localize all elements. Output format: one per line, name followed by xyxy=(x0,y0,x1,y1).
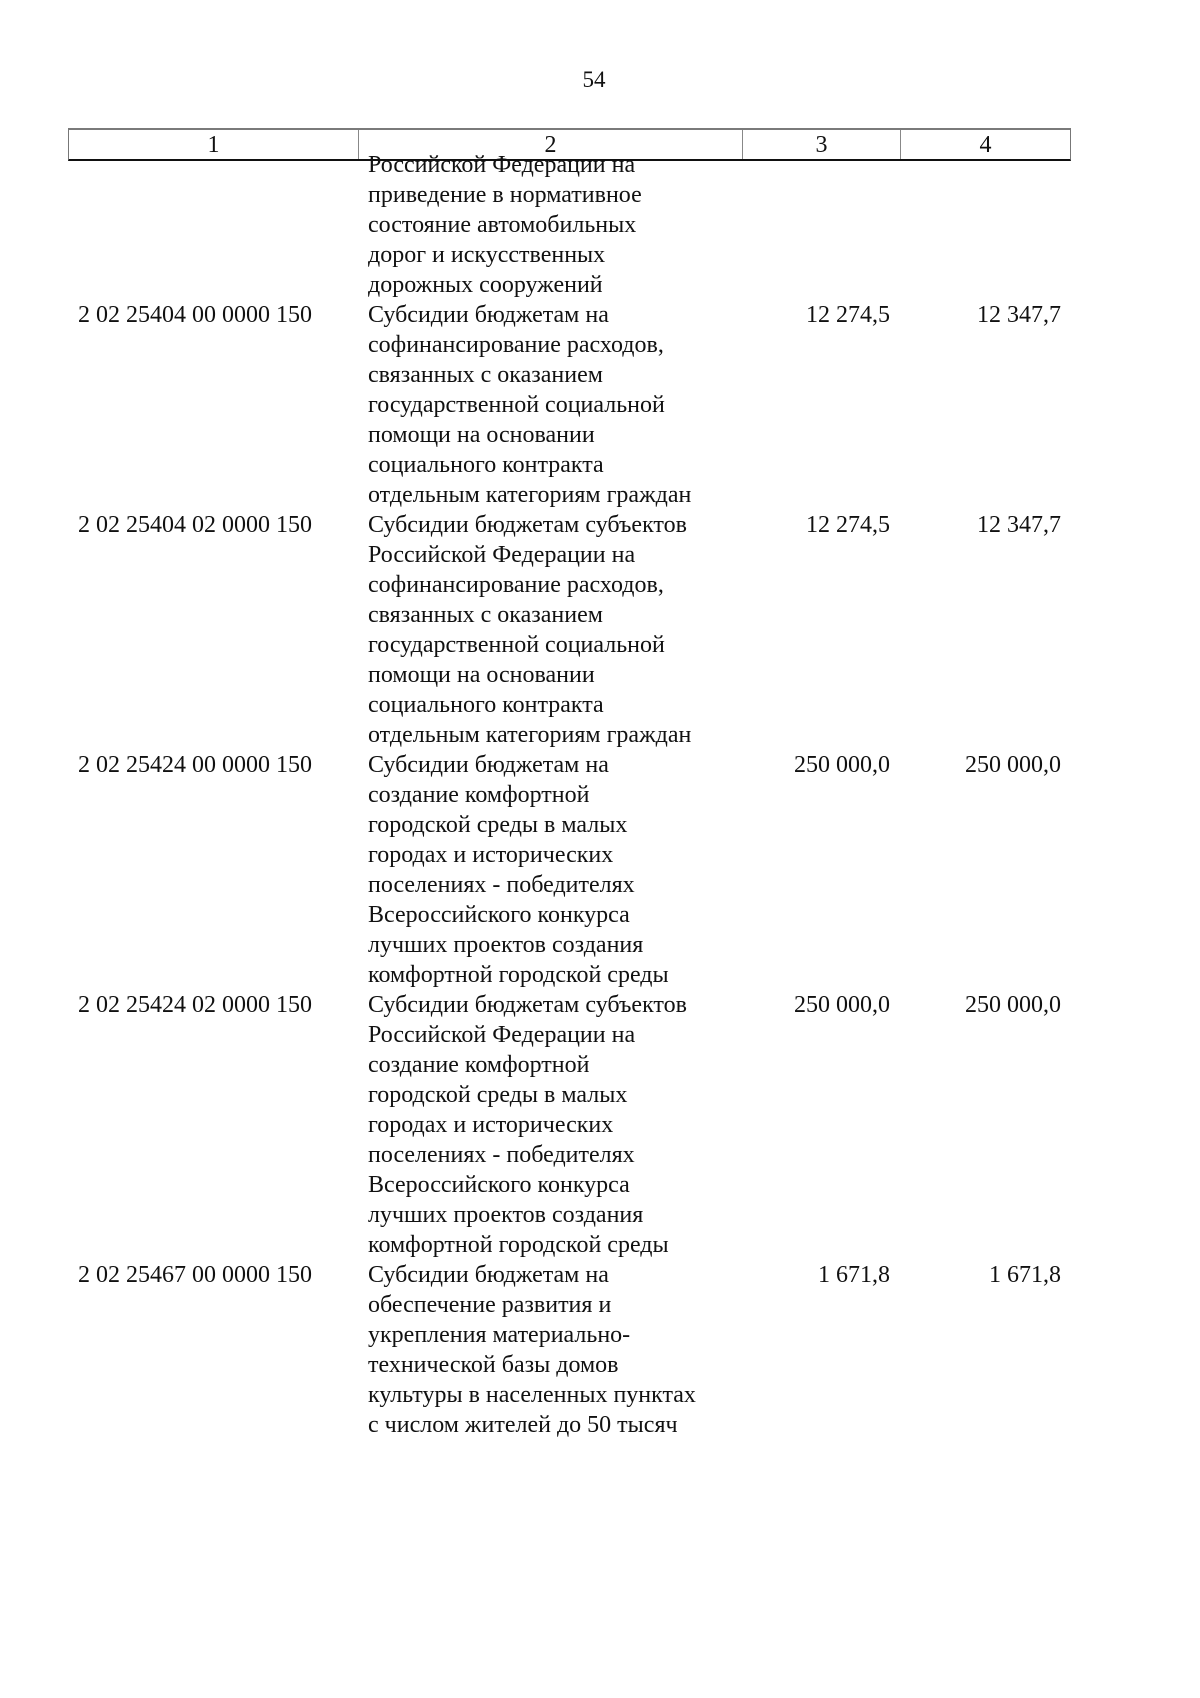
description-line: городах и исторических xyxy=(368,1112,614,1138)
income-description xyxy=(358,750,742,990)
description-line: Российской Федерации на xyxy=(368,152,636,178)
income-description xyxy=(358,300,742,510)
description-line: поселениях - победителях xyxy=(368,1142,635,1168)
description-line: укрепления материально- xyxy=(368,1322,631,1348)
budget-code: 2 02 25404 02 0000 150 xyxy=(78,512,312,538)
description-line: помощи на основании xyxy=(368,662,595,688)
amount-col-4 xyxy=(900,150,1071,300)
description-line: связанных с оказанием xyxy=(368,602,603,628)
table-row xyxy=(68,150,1071,300)
description-line: городах и исторических xyxy=(368,842,614,868)
description-line: технической базы домов xyxy=(368,1352,619,1378)
description-line: Субсидии бюджетам субъектов xyxy=(368,512,687,538)
description-line: дорог и искусственных xyxy=(368,242,606,268)
description-line: связанных с оказанием xyxy=(368,362,603,388)
column-header-3: 3 xyxy=(743,130,901,159)
table-row xyxy=(68,750,1071,990)
amount-col-3: 12 274,5 xyxy=(806,302,890,328)
budget-code xyxy=(68,150,358,300)
description-line: отдельным категориям граждан xyxy=(368,722,692,748)
amount-col-4: 1 671,8 xyxy=(989,1262,1061,1288)
budget-code: 2 02 25424 02 0000 150 xyxy=(78,992,312,1018)
amount-col-3 xyxy=(742,150,900,300)
description-line: государственной социальной xyxy=(368,632,665,658)
description-line: создание комфортной xyxy=(368,782,590,808)
description-line: Всероссийского конкурса xyxy=(368,902,630,928)
description-line: государственной социальной xyxy=(368,392,665,418)
budget-code: 2 02 25424 00 0000 150 xyxy=(78,752,312,778)
column-header-1: 1 xyxy=(69,130,359,159)
amount-col-4: 12 347,7 xyxy=(977,512,1061,538)
description-line: создание комфортной xyxy=(368,1052,590,1078)
amount-col-3: 1 671,8 xyxy=(818,1262,890,1288)
description-line: обеспечение развития и xyxy=(368,1292,612,1318)
column-header-4: 4 xyxy=(979,132,992,158)
income-description xyxy=(358,510,742,750)
description-line: культуры в населенных пунктах xyxy=(368,1382,696,1408)
description-line: с числом жителей до 50 тысяч xyxy=(368,1412,678,1438)
description-line: Субсидии бюджетам на xyxy=(368,1262,609,1288)
description-line: городской среды в малых xyxy=(368,1082,628,1108)
table-row xyxy=(68,300,1071,510)
description-line: отдельным категориям граждан xyxy=(368,482,692,508)
page-number: 54 xyxy=(582,67,606,92)
table-body xyxy=(68,150,1071,1440)
income-description xyxy=(358,150,742,300)
description-line: лучших проектов создания xyxy=(368,1202,644,1228)
description-line: Российской Федерации на xyxy=(368,1022,636,1048)
description-line: Российской Федерации на xyxy=(368,542,636,568)
budget-code: 2 02 25404 00 0000 150 xyxy=(78,302,312,328)
description-line: дорожных сооружений xyxy=(368,272,603,298)
description-line: приведение в нормативное xyxy=(368,182,642,208)
description-line: социального контракта xyxy=(368,452,604,478)
table-row xyxy=(68,510,1071,750)
amount-col-4: 250 000,0 xyxy=(965,992,1061,1018)
amount-col-4: 250 000,0 xyxy=(965,752,1061,778)
income-description xyxy=(358,1260,742,1440)
description-line: городской среды в малых xyxy=(368,812,628,838)
description-line: комфортной городской среды xyxy=(368,1232,669,1258)
income-description xyxy=(358,990,742,1260)
table-row xyxy=(68,1260,1071,1440)
description-line: софинансирование расходов, xyxy=(368,572,664,598)
amount-col-3: 12 274,5 xyxy=(806,512,890,538)
amount-col-3: 250 000,0 xyxy=(794,752,890,778)
description-line: лучших проектов создания xyxy=(368,932,644,958)
description-line: Субсидии бюджетам на xyxy=(368,752,609,778)
description-line: Субсидии бюджетам на xyxy=(368,302,609,328)
table-row xyxy=(68,990,1071,1260)
description-line: поселениях - победителях xyxy=(368,872,635,898)
description-line: софинансирование расходов, xyxy=(368,332,664,358)
description-line: Субсидии бюджетам субъектов xyxy=(368,992,687,1018)
description-line: помощи на основании xyxy=(368,422,595,448)
amount-col-3: 250 000,0 xyxy=(794,992,890,1018)
description-line: Всероссийского конкурса xyxy=(368,1172,630,1198)
description-line: комфортной городской среды xyxy=(368,962,669,988)
amount-col-4: 12 347,7 xyxy=(977,302,1061,328)
budget-code: 2 02 25467 00 0000 150 xyxy=(78,1262,312,1288)
description-line: социального контракта xyxy=(368,692,604,718)
column-header-2: 2 xyxy=(359,130,743,159)
description-line: состояние автомобильных xyxy=(368,212,637,238)
